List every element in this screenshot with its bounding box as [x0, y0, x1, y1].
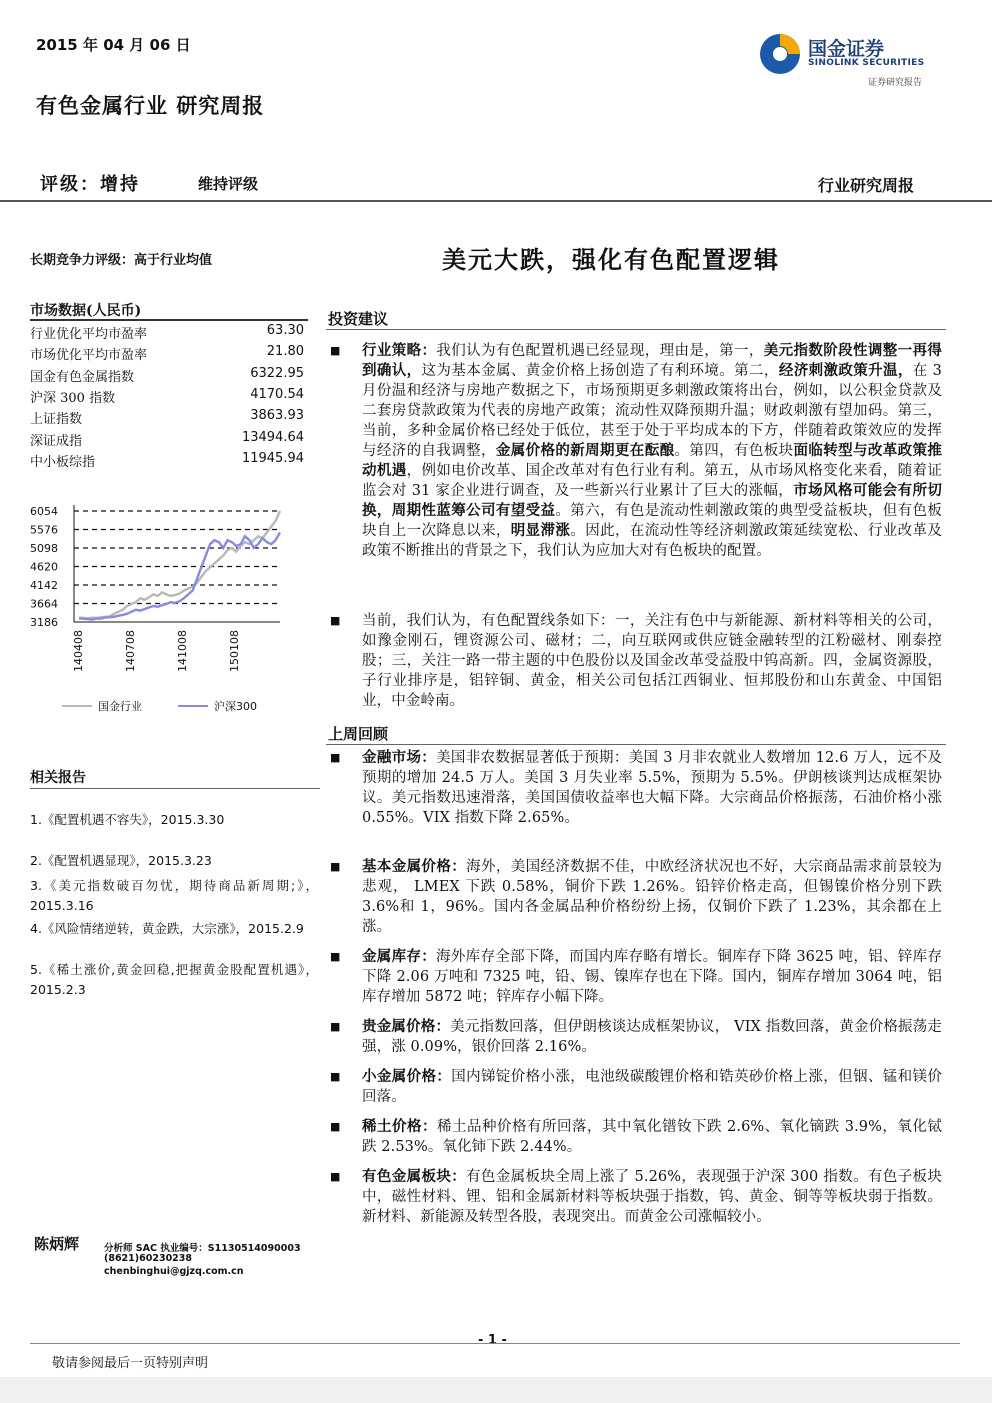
review-minor-metal: 小金属价格：国内锑锭价格小涨，电池级碳酸锂价格和锆英砂价格上涨，但铟、锰和镁价回落。 — [362, 1068, 942, 1105]
review-rare-earth: 稀土价格：稀土品种价格有所回落，其中氧化镨钕下跌 2.6%、氧化镝跌 3.9%，氧化铽跌 2.53%。氧化铈下跌 2.44%。 — [362, 1118, 943, 1155]
market-data-divider — [30, 319, 308, 321]
related-report-item: 3.《美元指数破百勿忧，期待商品新周期;》，2015.3.16 — [30, 878, 318, 913]
legend-label: 国金行业 — [98, 700, 142, 713]
bullet-icon: ■ — [330, 1170, 341, 1183]
industry-title: 有色金属行业 研究周报 — [36, 93, 265, 118]
bullet-icon: ■ — [330, 344, 341, 357]
rating: 评级：增持 — [40, 174, 140, 195]
market-data-value: 63.30 — [266, 323, 304, 338]
header-divider — [0, 200, 992, 202]
footer-bar — [0, 1377, 992, 1403]
report-main-title: 美元大跌，强化有色配置逻辑 — [442, 245, 780, 274]
section-review-title: 上周回顾 — [328, 725, 389, 743]
long-term-rating: 长期竞争力评级：高于行业均值 — [30, 253, 213, 268]
y-tick-label: 5576 — [30, 523, 58, 537]
analyst-email[interactable]: chenbinghui@gjzq.com.cn — [104, 1266, 244, 1277]
page-number: - 1 - — [478, 1333, 507, 1348]
market-data-value: 3863.93 — [250, 408, 304, 424]
y-tick-label: 5098 — [30, 542, 58, 555]
review-base-metal-prices: 基本金属价格：海外，美国经济数据不佳，中欧经济状况也不好，大宗商品需求前景较为悲观， LMEX 下跌 0.58%，铜价下跌 1.26%。铅锌价格走高，但锡镍价格分别下跌 3.6%和 1，96%。国内各金属品种价格纷纷上扬，仅铜价下跌了 1.23%，其余都在上涨。 — [362, 858, 942, 935]
invest-strategy-paragraph: 行业策略：我们认为有色配置机遇已经显现，理由是，第一，美元指数阶段性调整一再得到确认，这为基本金属、黄金价格上扬创造了有利环境。第二，经济刺激政策升温，在 3 月份温和经济与房地产数据之下，市场预期更多刺激政策将出台，例如，以公积金贷款及二套房贷款政策为代表的房地产政策；流动性双降预期升温；财政刺激有望加码。第三，当前，多种金属价格已经处于低位，甚至于处于平均成本的下方，伴随着政策效应的发挥与经济的自我调整，金属价格的新周期更在酝酿。第四，有色板块面临转型与改革政策推动机遇，例如电价改革、国企改革对有色行业有利。第五，从市场风格变化来看，随着证监会对 31 家企业进行调查，及一些新兴行业累计了巨大的涨幅，市场风格可能会有所切换，周期性蓝筹公司有望受益。第六，有色是流动性刺激政策的典型受益板块，但有色板块自上一次降息以来，明显滞涨。因此，在流动性等经济刺激政策延续宽松、行业改革及政策不断推出的背景之下，我们认为应加大对有色板块的配置。 — [362, 342, 943, 559]
market-data-row — [30, 451, 306, 472]
analyst-sac-id: 分析师 SAC 执业编号：S1130514090003 — [104, 1243, 301, 1254]
market-data-label: 市场优化平均市盈率 — [30, 348, 148, 364]
related-report-item: 1.《配置机遇不容失》，2015.3.30 — [30, 812, 225, 827]
related-report-item: 4.《风险情绪逆转，黄金跌，大宗涨》，2015.2.9 — [30, 921, 304, 936]
market-data-row — [30, 430, 306, 451]
market-data-value: 6322.95 — [250, 365, 304, 381]
report-date: 2015 年 04 月 06 日 — [36, 36, 191, 54]
x-tick-label: 140708 — [124, 630, 137, 672]
review-financial-market: 金融市场：美国非农数据显著低于预期：美国 3 月非农就业人数增加 12.6 万人，远不及预期的增加 24.5 万人。美国 3 月失业率 5.5%，预期为 5.5%。伊朗核谈判达成框架协议。美元指数迅速滑落，美国国债收益率也大幅下降。大宗商品价格振荡，石油价格小涨 0.55%。VIX 指数下降 2.65%。 — [362, 749, 942, 826]
x-tick-label: 140408 — [72, 630, 85, 672]
review-sector: 有色金属板块：有色金属板块全周上涨了 5.26%，表现强于沪深 300 指数。有色子板块中，磁性材料、锂、铝和金属新材料等板块强于指数，钨、黄金、铜等等板块弱于指数。新材料、新能源及转型各股，表现突出。而黄金公司涨幅较小。 — [362, 1168, 943, 1225]
analyst-phone: (8621)60230238 — [104, 1253, 193, 1264]
market-data-row — [30, 366, 306, 387]
market-data-value: 4170.54 — [250, 386, 304, 402]
logo-name-cn: 国金证券 — [808, 38, 885, 60]
series-line — [79, 532, 280, 619]
analyst-name: 陈炳辉 — [34, 1235, 80, 1253]
bullet-icon: ■ — [330, 751, 341, 764]
logo-name-en: SINOLINK SECURITIES — [808, 58, 925, 68]
market-data-value: 21.80 — [266, 344, 304, 360]
invest-allocation-paragraph: 当前，我们认为，有色配置线条如下：一，关注有色中与新能源、新材料等相关的公司，如豫金刚石，锂资源公司、磁材；二，向互联网或供应链金融转型的江粉磁材、刚泰控股；三，关注一路一带主题的中色股份以及国金改革受益股中钨高新。四，金属资源股，子行业排序是，铝锌铜、黄金，相关公司包括江西铜业、恒邦股份和山东黄金、中国铝业，中金岭南。 — [362, 613, 942, 709]
market-data-label: 国金有色金属指数 — [30, 369, 135, 385]
market-data-title: 市场数据(人民币) — [30, 303, 142, 319]
bullet-icon: ■ — [330, 1120, 341, 1133]
logo-subtitle: 证券研究报告 — [868, 78, 923, 88]
market-data-row — [30, 344, 306, 365]
footer-divider — [30, 1343, 960, 1344]
market-data-row — [30, 387, 306, 408]
bullet-icon: ■ — [330, 1020, 341, 1033]
market-data-label: 行业优化平均市盈率 — [30, 327, 148, 342]
market-data-label: 上证指数 — [30, 412, 83, 428]
disclaimer-note: 敬请参阅最后一页特别声明 — [52, 1356, 209, 1371]
bullet-icon: ■ — [330, 860, 341, 873]
related-report-item: 5.《稀土涨价,黄金回稳,把握黄金股配置机遇》，2015.2.3 — [30, 962, 318, 997]
market-data-label: 沪深 300 指数 — [30, 390, 116, 406]
x-tick-label: 141008 — [176, 630, 189, 672]
y-tick-label: 4142 — [30, 579, 58, 592]
market-data-value: 13494.64 — [241, 429, 304, 445]
y-tick-label: 3664 — [30, 597, 58, 611]
market-data-value: 11945.94 — [241, 450, 304, 466]
y-tick-label: 3186 — [30, 616, 58, 629]
legend-label: 沪深300 — [214, 700, 257, 713]
rating-maintain: 维持评级 — [198, 175, 259, 193]
section-review-divider — [326, 744, 946, 745]
report-type: 行业研究周报 — [818, 176, 915, 195]
y-tick-label: 6054 — [30, 505, 58, 518]
bullet-icon: ■ — [330, 950, 341, 963]
market-data-row — [30, 323, 306, 344]
related-reports-divider — [30, 788, 320, 789]
bullet-icon: ■ — [330, 614, 341, 627]
x-tick-label: 150108 — [228, 630, 241, 672]
y-tick-label: 4620 — [30, 560, 58, 574]
market-data-row — [30, 408, 306, 429]
market-data-label: 深证成指 — [30, 433, 83, 449]
review-metal-inventory: 金属库存：海外库存全部下降，而国内库存略有增长。铜库存下降 3625 吨，铝、锌库存下降 2.06 万吨和 7325 吨，铅、锡、镍库存也在下降。国内，铜库存增加 3064 吨，铝库存增加 5872 吨；锌库存小幅下降。 — [362, 948, 942, 1005]
section-invest-title: 投资建议 — [328, 310, 389, 328]
related-reports-title: 相关报告 — [30, 770, 86, 786]
review-precious-metal: 贵金属价格：美元指数回落，但伊朗核谈达成框架协议， VIX 指数回落，黄金价格振荡走强，涨 0.09%，银价回落 2.16%。 — [362, 1018, 942, 1055]
section-invest-divider — [326, 329, 946, 330]
market-data-label: 中小板综指 — [30, 454, 96, 470]
index-line-chart — [28, 490, 288, 722]
related-report-item: 2.《配置机遇显现》，2015.3.23 — [30, 853, 212, 868]
bullet-icon: ■ — [330, 1070, 341, 1083]
